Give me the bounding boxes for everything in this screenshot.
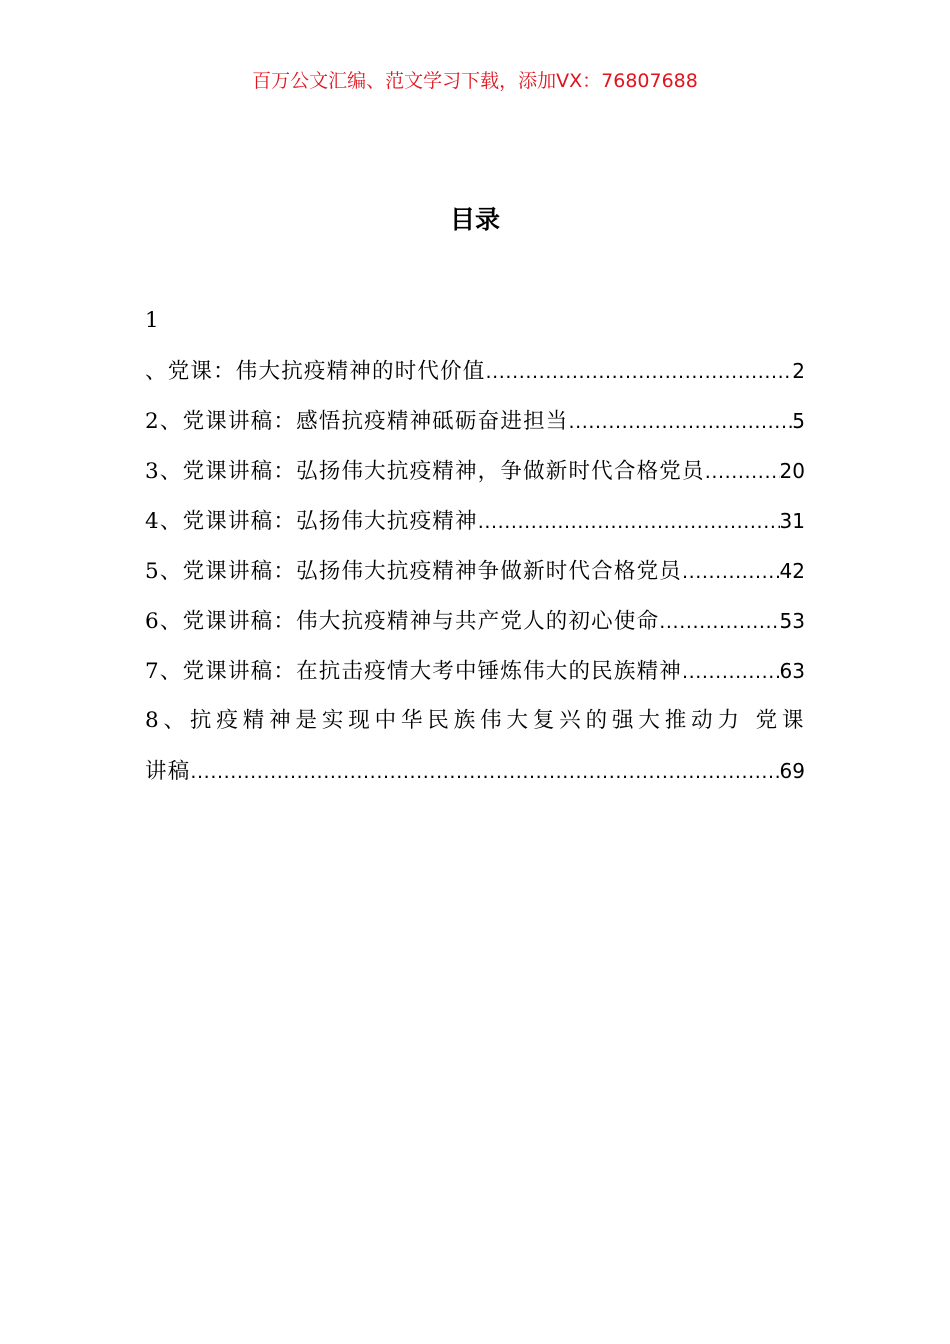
toc-entry-1[interactable] [145, 354, 805, 404]
toc-entry-text: 6、党课讲稿：伟大抗疫精神与共产党人的初心使命 [145, 609, 660, 634]
toc-page-number: 20 [779, 459, 805, 483]
toc-entry-5[interactable] [145, 554, 805, 604]
toc-page-number: 42 [779, 559, 805, 583]
toc-entry-text: 5、党课讲稿：弘扬伟大抗疫精神争做新时代合格党员 [145, 559, 682, 584]
toc-entry-8-line-1[interactable] [145, 704, 805, 754]
toc-page-number: 31 [779, 509, 805, 533]
toc-entry-6[interactable] [145, 604, 805, 654]
watermark-text: 百万公文汇编、范文学习下载，添加VX：76807688 [252, 70, 698, 92]
toc-entry-8-line-2[interactable] [145, 754, 805, 804]
toc-lead-number: 1 [145, 308, 160, 333]
toc-leader-dots [478, 505, 780, 539]
page-title: 目录 [449, 205, 500, 234]
toc-leader-dots [682, 555, 780, 589]
toc-leader-dots [568, 405, 792, 439]
toc-page-number: 53 [779, 609, 805, 633]
toc-leader-dots [190, 755, 779, 789]
toc-entry-text: 3、党课讲稿：弘扬伟大抗疫精神，争做新时代合格党员 [145, 459, 705, 484]
toc-page-number: 69 [779, 759, 805, 783]
toc-entry-text: 7、党课讲稿：在抗击疫情大考中锤炼伟大的民族精神 [145, 659, 682, 684]
toc-entry-4[interactable] [145, 504, 805, 554]
toc-entry-text: 讲稿 [145, 759, 191, 784]
toc-entry-3[interactable] [145, 454, 805, 504]
toc-entry-text: 、党课：伟大抗疫精神的时代价值 [145, 359, 486, 384]
toc-entry-2[interactable] [145, 404, 805, 454]
toc-leader-dots [682, 655, 780, 689]
toc-page-number: 5 [792, 409, 805, 433]
toc-page-number: 63 [779, 659, 805, 683]
toc-lead-number-line [145, 304, 805, 354]
toc-leader-dots [486, 355, 793, 389]
toc-leader-dots [659, 605, 779, 639]
toc-entry-text: 2、党课讲稿：感悟抗疫精神砥砺奋进担当 [145, 409, 569, 434]
toc-page-number: 2 [792, 359, 805, 383]
toc-leader-dots [705, 455, 780, 489]
toc-entry-text: 8、抗疫精神是实现中华民族伟大复兴的强大推动力 党课 [145, 708, 805, 733]
toc-entry-7[interactable] [145, 654, 805, 704]
toc-entry-text: 4、党课讲稿：弘扬伟大抗疫精神 [145, 509, 478, 534]
table-of-contents [145, 304, 805, 804]
